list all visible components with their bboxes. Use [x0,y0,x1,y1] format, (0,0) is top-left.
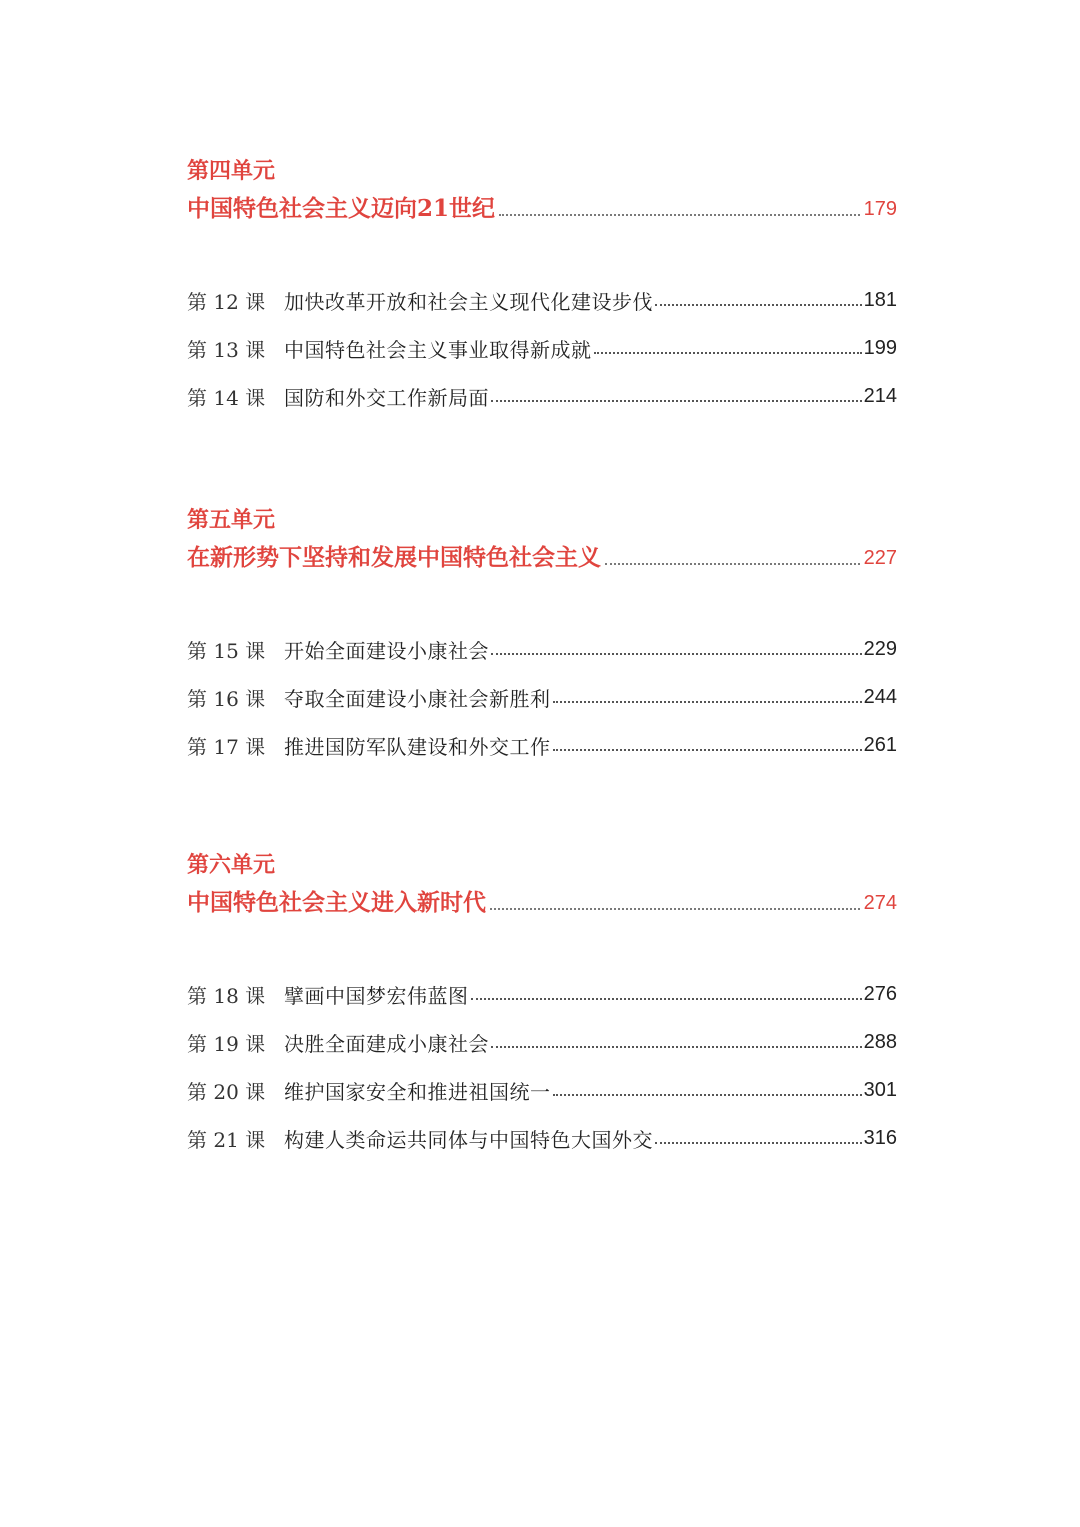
lesson-entry[interactable] [187,1018,897,1066]
lesson-page-number: 301 [863,1078,897,1101]
unit-section-4 [187,158,897,420]
lesson-page-number: 276 [863,982,897,1005]
dot-leader [553,1094,862,1096]
lesson-title: 构建人类命运共同体与中国特色大国外交 [284,1127,653,1152]
unit-page-number: 179 [863,198,897,220]
unit-page-number: 274 [863,892,897,914]
dot-leader [471,998,862,1000]
lesson-title: 决胜全面建成小康社会 [284,1031,489,1056]
lesson-title: 推进国防军队建设和外交工作 [284,734,551,759]
unit-title: 中国特色社会主义迈向21世纪 [187,195,496,222]
lesson-entry[interactable] [187,324,897,372]
lesson-title: 加快改革开放和社会主义现代化建设步伐 [284,289,653,314]
dot-leader [491,653,862,655]
lesson-number: 第 19 课 [187,1031,266,1056]
lesson-number: 第 21 课 [187,1127,266,1152]
lesson-page-number: 181 [863,288,897,311]
unit-title: 中国特色社会主义进入新时代 [187,889,486,916]
dot-leader [553,701,862,703]
unit-page-number: 227 [863,547,897,569]
unit-section-6 [187,852,897,1162]
unit-title-entry[interactable] [187,194,897,224]
lesson-entry[interactable] [187,721,897,769]
lesson-entry[interactable] [187,673,897,721]
lesson-entry[interactable] [187,625,897,673]
lesson-entry[interactable] [187,276,897,324]
lesson-title: 国防和外交工作新局面 [284,385,489,410]
lesson-page-number: 244 [863,685,897,708]
lesson-number: 第 14 课 [187,385,266,410]
lesson-entry[interactable] [187,1066,897,1114]
lesson-title: 维护国家安全和推进祖国统一 [284,1079,551,1104]
dot-leader [553,749,862,751]
lesson-page-number: 214 [863,384,897,407]
dot-leader [499,214,860,216]
lesson-list [187,970,897,1162]
dot-leader [655,1142,862,1144]
unit-title-entry[interactable] [187,888,897,918]
unit-section-5 [187,507,897,769]
unit-label: 第六单元 [187,852,276,878]
lesson-entry[interactable] [187,970,897,1018]
dot-leader [491,1046,862,1048]
lesson-number: 第 17 课 [187,734,266,759]
lesson-entry[interactable] [187,372,897,420]
lesson-number: 第 12 课 [187,289,266,314]
lesson-number: 第 20 课 [187,1079,266,1104]
lesson-title: 擘画中国梦宏伟蓝图 [284,983,469,1008]
lesson-list [187,276,897,420]
lesson-number: 第 15 课 [187,638,266,663]
dot-leader [490,908,860,910]
unit-title-entry[interactable] [187,543,897,573]
unit-label: 第四单元 [187,158,276,184]
dot-leader [655,304,862,306]
lesson-number: 第 18 课 [187,983,266,1008]
lesson-page-number: 288 [863,1030,897,1053]
lesson-number: 第 13 课 [187,337,266,362]
lesson-page-number: 199 [863,336,897,359]
lesson-title: 夺取全面建设小康社会新胜利 [284,686,551,711]
lesson-list [187,625,897,769]
dot-leader [491,400,862,402]
dot-leader [594,352,862,354]
lesson-page-number: 316 [863,1126,897,1149]
lesson-number: 第 16 课 [187,686,266,711]
lesson-title: 开始全面建设小康社会 [284,638,489,663]
lesson-page-number: 261 [863,733,897,756]
lesson-page-number: 229 [863,637,897,660]
lesson-title: 中国特色社会主义事业取得新成就 [284,337,592,362]
unit-label: 第五单元 [187,507,276,533]
lesson-entry[interactable] [187,1114,897,1162]
unit-title: 在新形势下坚持和发展中国特色社会主义 [187,544,601,571]
dot-leader [605,563,860,565]
